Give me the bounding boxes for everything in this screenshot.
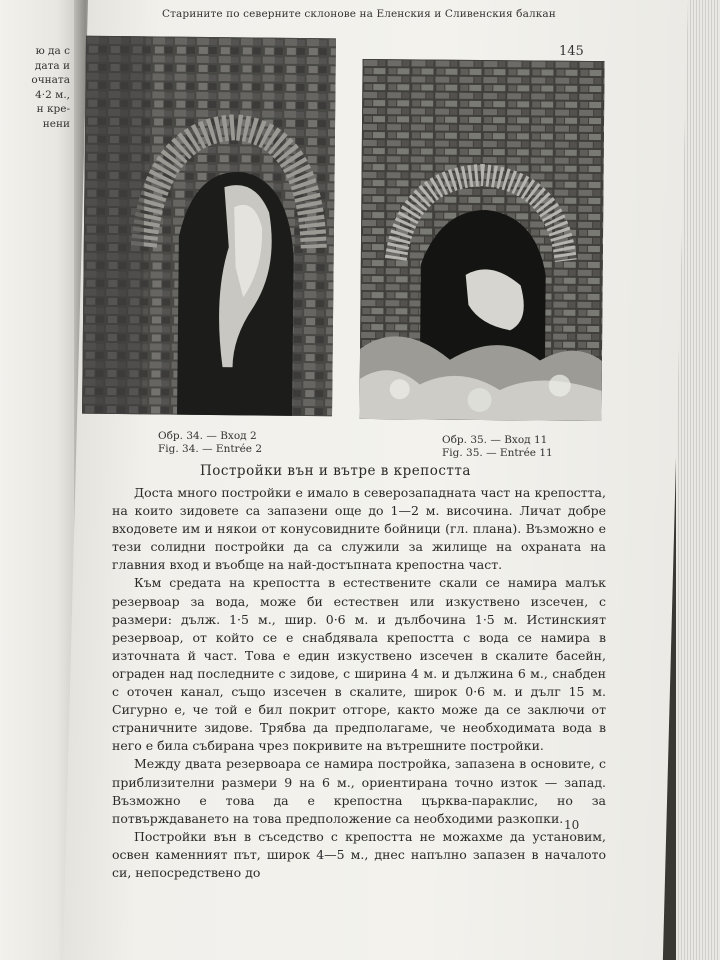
caption-french: Fig. 34. — Entrée 2: [158, 443, 263, 455]
figure-35-caption: [442, 434, 553, 460]
caption-bulgarian: Обр. 35. — Вход 11: [442, 434, 548, 446]
paragraph: Доста много постройки е имало в северозападната част на крепостта, на които зидовете са запазени още до 1—2 м. височина. Личат добре входовете им и някои от конусовидните бойници (гл. плана). Възможно е тези солидни постройки да са служили за жилище на охраната на главния вход и въобще на най-достъпната крепостна част.: [112, 485, 606, 573]
paragraph: Между двата резервоара се намира постройка, запазена в основите, с приблизителни размери 9 на 6 м., ориентирана точно изток — запад. Възможно е това да е крепостна църква-параклис, но за потвърждаването на това предположение са необходими разкопки.: [112, 756, 606, 826]
caption-french: Fig. 35. — Entrée 11: [442, 447, 553, 459]
paragraph: Към средата на крепостта в естествените скали се намира малък резервоар за вода, може би естествен или изкуствено изсечен, с размери: дълж. 1·5 м., шир. 0·6 м. и дълбочина 1·5 м. Истинският резервоар, от който се е снабдявала крепостта с вода се намира в източната й част. Това е един изкуствено изсечен в скалите басейн, ограден над последните с зидове, с ширина 4 м. и дължина 6 м., снабден с оточен канал, също изсечен в скалите, широк 0·6 м. и дълг 15 м. Сигурно е, че той е бил покрит отгоре, както може да се заключи от страничните зидове. Трябва да предполагаме, че необходимата вода в него е била събирана чрез покривите на вътрешните постройки.: [112, 575, 606, 754]
figure-34-caption: [158, 430, 262, 456]
caption-bulgarian: Обр. 34. — Вход 2: [158, 430, 257, 442]
figure-35-photo: [359, 59, 604, 421]
section-title: Постройки вън и вътре в крепостта: [200, 463, 471, 479]
body-text: [112, 484, 606, 882]
signature-mark: 10: [564, 818, 580, 832]
paragraph: Постройки вън в съседство с крепостта не можахме да установим, освен каменният път, широк 4—5 м., днес напълно запазен в началото си, непосредствено до: [112, 828, 606, 880]
running-header: Старините по северните склонове на Еленския и Сливенския балкан: [162, 8, 556, 20]
page-number: 145: [559, 44, 584, 59]
left-page-text: ю да с дата и очната 4·2 м., н кре- нени: [31, 45, 70, 130]
figure-34-photo: [82, 36, 336, 417]
